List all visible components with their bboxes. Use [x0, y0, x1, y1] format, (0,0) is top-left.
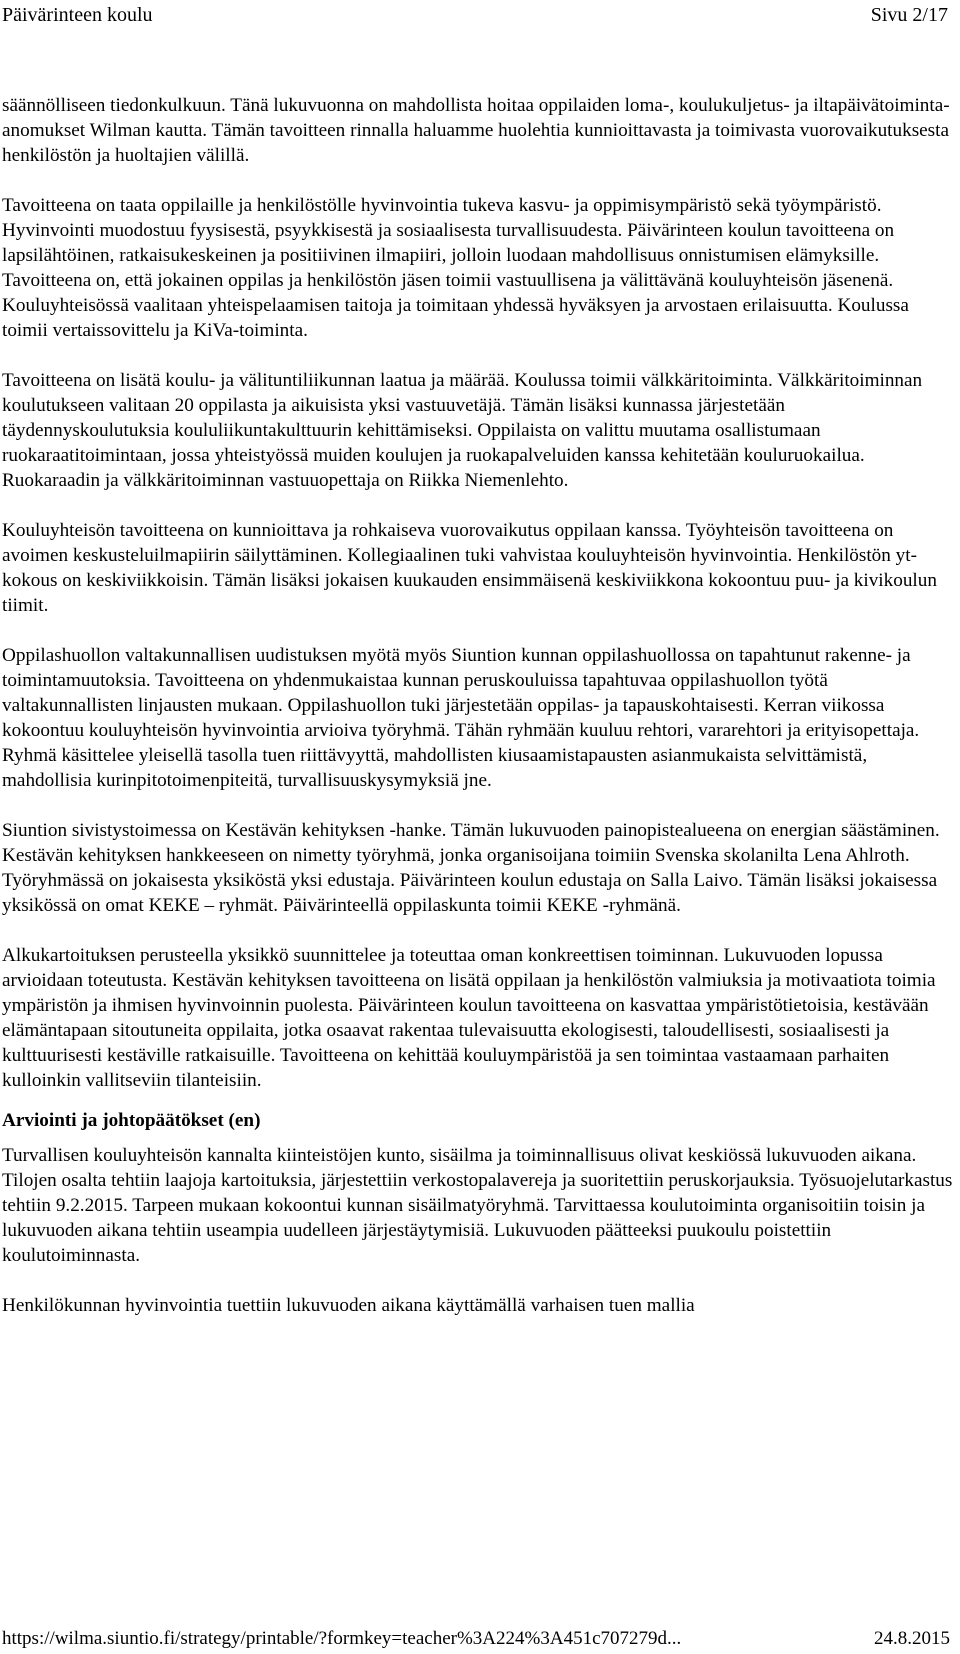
- paragraph-school-community: Kouluyhteisön tavoitteena on kunnioittava ja rohkaiseva vuorovaikutus oppilaan kanssa. Työyhteisön tavoitteena on avoimen keskusteluilmapiirin säilyttäminen. Kollegiaalinen tuki vahvistaa kouluyhteisön hyvinvointia. Henkilöstön yt-kokous on keskiviikkoisin. Tämän lisäksi jokaisen kuukauden ensimmäisenä keskiviikkona kokoontuu puu- ja kivikoulun tiimit.: [2, 520, 937, 616]
- page-footer: [2, 1624, 960, 1654]
- paragraph-communication: säännölliseen tiedonkulkuun. Tänä lukuvuonna on mahdollista hoitaa oppilaiden loma-, koulukuljetus- ja iltapäivätoiminta-anomukset Wilman kautta. Tämän tavoitteen rinnalla haluamme huolehtia kunnioittavasta ja toimivasta vuorovaikutuksesta henkilöstön ja huoltajien välillä.: [2, 95, 950, 166]
- page-number: Sivu 2/17: [870, 4, 948, 26]
- page-header: [2, 0, 960, 30]
- document-body: [2, 93, 957, 1343]
- section-heading-evaluation: Arviointi ja johtopäätökset (en): [2, 1110, 261, 1131]
- paragraph-initial-survey: Alkukartoituksen perusteella yksikkö suunnittelee ja toteuttaa oman konkreettisen toiminnan. Lukuvuoden lopussa arvioidaan toteutusta. Kestävän kehityksen tavoitteena on lisätä oppilaan ja henkilöstön valmiuksia ja motivaatiota toimia ympäristön ja ihmisen hyvinvoinnin puolesta. Päivärinteen koulun tavoitteena on kasvattaa ympäristötietoisia, kestävään elämäntapaan sitoutuneita oppilaita, jotka osaavat rakentaa tulevaisuutta ekologisesti, taloudellisesti, sosiaalisesti ja kulttuurisesti kestäville ratkaisuille. Tavoitteena on kehittää kouluympäristöä ja sen toimintaa vastaamaan parhaiten kulloinkin vallitseviin tilanteisiin.: [2, 945, 936, 1091]
- paragraph-staff-wellbeing: Henkilökunnan hyvinvointia tuettiin lukuvuoden aikana käyttämällä varhaisen tuen mallia: [2, 1295, 695, 1316]
- print-date: 24.8.2015: [874, 1628, 950, 1649]
- document-title: Päivärinteen koulu: [2, 4, 153, 26]
- paragraph-physical-activity: Tavoitteena on lisätä koulu- ja välituntiliikunnan laatua ja määrää. Koulussa toimii välkkäritoiminta. Välkkäritoiminnan koulutukseen valitaan 20 oppilasta ja aikuisista yksi vastuuvetäjä. Tämän lisäksi kunnassa järjestetään täydennyskoulutuksia koululiikuntakulttuurin kehittämiseksi. Oppilaista on valittu muutama osallistumaan ruokaraatitoimintaan, jossa yhteistyössä muiden koulujen ja ruokapalveluiden kanssa kehitetään kouluruokailua. Ruokaraadin ja välkkäritoiminnan vastuuopettaja on Riikka Niemenlehto.: [2, 370, 923, 491]
- paragraph-sustainable-development: Siuntion sivistystoimessa on Kestävän kehityksen -hanke. Tämän lukuvuoden painopistealueena on energian säästäminen. Kestävän kehityksen hankkeeseen on nimetty työryhmä, jonka organisoijana toimiin Svenska skolanilta Lena Ahlroth. Työryhmässä on jokaisesta yksiköstä yksi edustaja. Päivärinteen koulun edustaja on Salla Laivo. Tämän lisäksi jokaisessa yksikössä on omat KEKE – ryhmät. Päivärinteellä oppilaskunta toimii KEKE -ryhmänä.: [2, 820, 940, 916]
- paragraph-wellbeing-environment: Tavoitteena on taata oppilaille ja henkilöstölle hyvinvointia tukeva kasvu- ja oppimisympäristö sekä työympäristö. Hyvinvointi muodostuu fyysisestä, psyykkisestä ja sosiaalisesta turvallisuudesta. Päivärinteen koulun tavoitteena on lapsilähtöinen, ratkaisukeskeinen ja positiivinen ilmapiiri, jolloin luodaan mahdollisuus onnistumisen elämyksille. Tavoitteena on, että jokainen oppilas ja henkilöstön jäsen toimii vastuullisena ja välittävänä kouluyhteisön jäsenenä. Kouluyhteisössä vaalitaan yhteispelaamisen taitoja ja toimitaan yhdessä hyväksyen ja arvostaen erilaisuutta. Koulussa toimii vertaissovittelu ja KiVa-toiminta.: [2, 195, 909, 341]
- paragraph-student-welfare: Oppilashuollon valtakunnallisen uudistuksen myötä myös Siuntion kunnan oppilashuollossa on tapahtunut rakenne- ja toimintamuutoksia. Tavoitteena on yhdenmukaistaa kunnan peruskouluissa tapahtuvaa oppilashuollon työtä valtakunnallisten linjausten mukaan. Oppilashuollon tuki järjestetään oppilas- ja tapauskohtaisesti. Kerran viikossa kokoontuu kouluyhteisön hyvinvointia arvioiva työryhmä. Tähän ryhmään kuuluu rehtori, vararehtori ja erityisopettaja. Ryhmä käsittelee yleisellä tasolla tuen riittävyyttä, mahdollisten kiusaamistapausten asianmukaista selvittämistä, mahdollisia kurinpitotoimenpiteitä, turvallisuuskysymyksiä jne.: [2, 645, 920, 791]
- source-url: https://wilma.siuntio.fi/strategy/printable/?formkey=teacher%3A224%3A451c707279d...: [2, 1628, 682, 1649]
- paragraph-safe-community: Turvallisen kouluyhteisön kannalta kiinteistöjen kunto, sisäilma ja toiminnallisuus olivat keskiössä lukuvuoden aikana. Tilojen osalta tehtiin laajoja kartoituksia, järjestettiin verkostopalavereja ja suoritettiin peruskorjauksia. Työsuojelutarkastus tehtiin 9.2.2015. Tarpeen mukaan kokoontui kunnan sisäilmatyöryhmä. Tarvittaessa koulutoiminta organisoitiin toisin ja lukuvuoden aikana tehtiin useampia uudelleen järjestäytymisiä. Lukuvuoden päätteeksi puukoulu poistettiin koulutoiminnasta.: [2, 1145, 953, 1266]
